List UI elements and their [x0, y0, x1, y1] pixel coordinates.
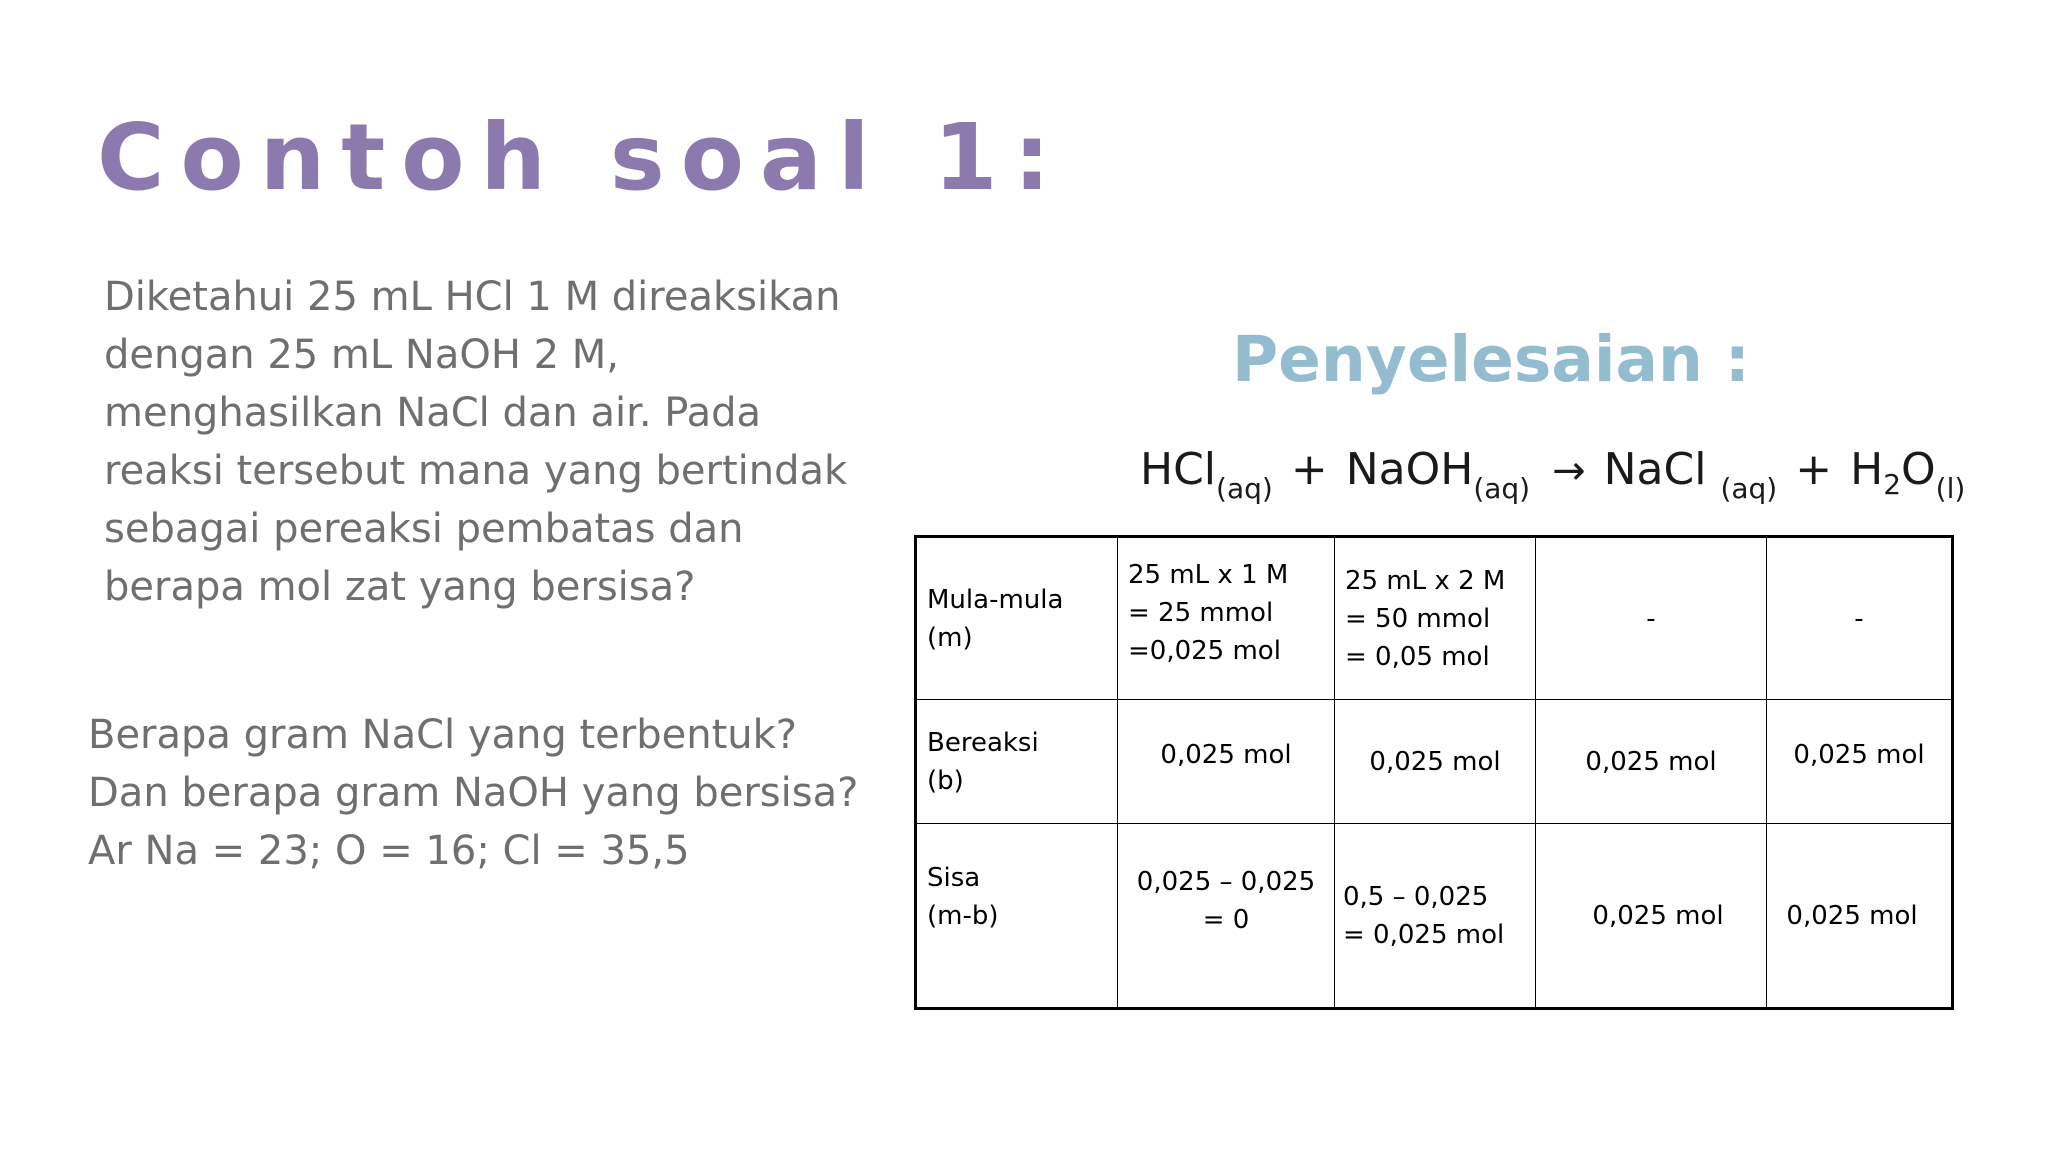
cell-nacl: 0,025 mol	[1536, 824, 1767, 1009]
solution-heading: Penyelesaian :	[1232, 323, 1750, 396]
reaction-arrow-icon: →	[1552, 448, 1586, 494]
table-row-remaining	[916, 824, 1953, 1009]
naoh-state: (aq)	[1473, 472, 1531, 505]
follow-up-question	[88, 706, 888, 880]
problem-line: dengan 25 mL NaOH 2 M,	[104, 332, 619, 378]
stoichiometry-table	[914, 535, 1954, 1010]
hcl-state: (aq)	[1216, 472, 1273, 505]
cell-hcl: 0,025 – 0,025 = 0	[1118, 824, 1335, 1009]
cell-nacl: -	[1536, 537, 1767, 700]
plus-sign: +	[1795, 444, 1833, 495]
problem-line: menghasilkan NaCl dan air. Pada	[104, 390, 762, 436]
row-label: Sisa (m-b)	[916, 824, 1118, 1009]
water-state: (l)	[1935, 472, 1966, 505]
slide-title: Contoh soal 1:	[97, 104, 1067, 211]
problem-line: reaksi tersebut mana yang bertindak	[104, 448, 848, 494]
problem-line: Diketahui 25 mL HCl 1 M direaksikan	[104, 274, 841, 320]
cell-naoh: 0,5 – 0,025 = 0,025 mol	[1335, 824, 1536, 1009]
atomic-mass-line: Ar Na = 23; O = 16; Cl = 35,5	[88, 828, 690, 874]
cell-naoh: 25 mL x 2 M = 50 mmol = 0,05 mol	[1335, 537, 1536, 700]
problem-line: sebagai pereaksi pembatas dan	[104, 506, 744, 552]
table-row-initial	[916, 537, 1953, 700]
cell-naoh: 0,025 mol	[1335, 700, 1536, 824]
cell-h2o: 0,025 mol	[1767, 824, 1953, 1009]
cell-h2o: 0,025 mol	[1767, 700, 1953, 824]
table-row-reacted	[916, 700, 1953, 824]
water-formula: $H_2O_{(l)}$	[1850, 444, 1966, 505]
question-line: Dan berapa gram NaOH yang bersisa?	[88, 770, 859, 816]
nacl-state: (aq)	[1720, 472, 1778, 505]
nacl-formula: NaCl $_{(aq)}$	[1603, 444, 1778, 505]
cell-h2o: -	[1767, 537, 1953, 700]
row-label: Mula-mula (m)	[916, 537, 1118, 700]
problem-line: berapa mol zat yang bersisa?	[104, 564, 696, 610]
naoh-formula: NaOH$_{(aq)}$	[1345, 444, 1531, 505]
cell-nacl: 0,025 mol	[1536, 700, 1767, 824]
question-line: Berapa gram NaCl yang terbentuk?	[88, 712, 798, 758]
hcl-formula: HCl$_{(aq)}$	[1140, 444, 1273, 505]
problem-statement	[104, 268, 884, 616]
water-subscript: 2	[1883, 468, 1902, 501]
row-label: Bereaksi (b)	[916, 700, 1118, 824]
cell-hcl: 25 mL x 1 M = 25 mmol =0,025 mol	[1118, 537, 1335, 700]
plus-sign: +	[1290, 444, 1328, 495]
cell-hcl: 0,025 mol	[1118, 700, 1335, 824]
reaction-equation	[1140, 444, 1966, 505]
